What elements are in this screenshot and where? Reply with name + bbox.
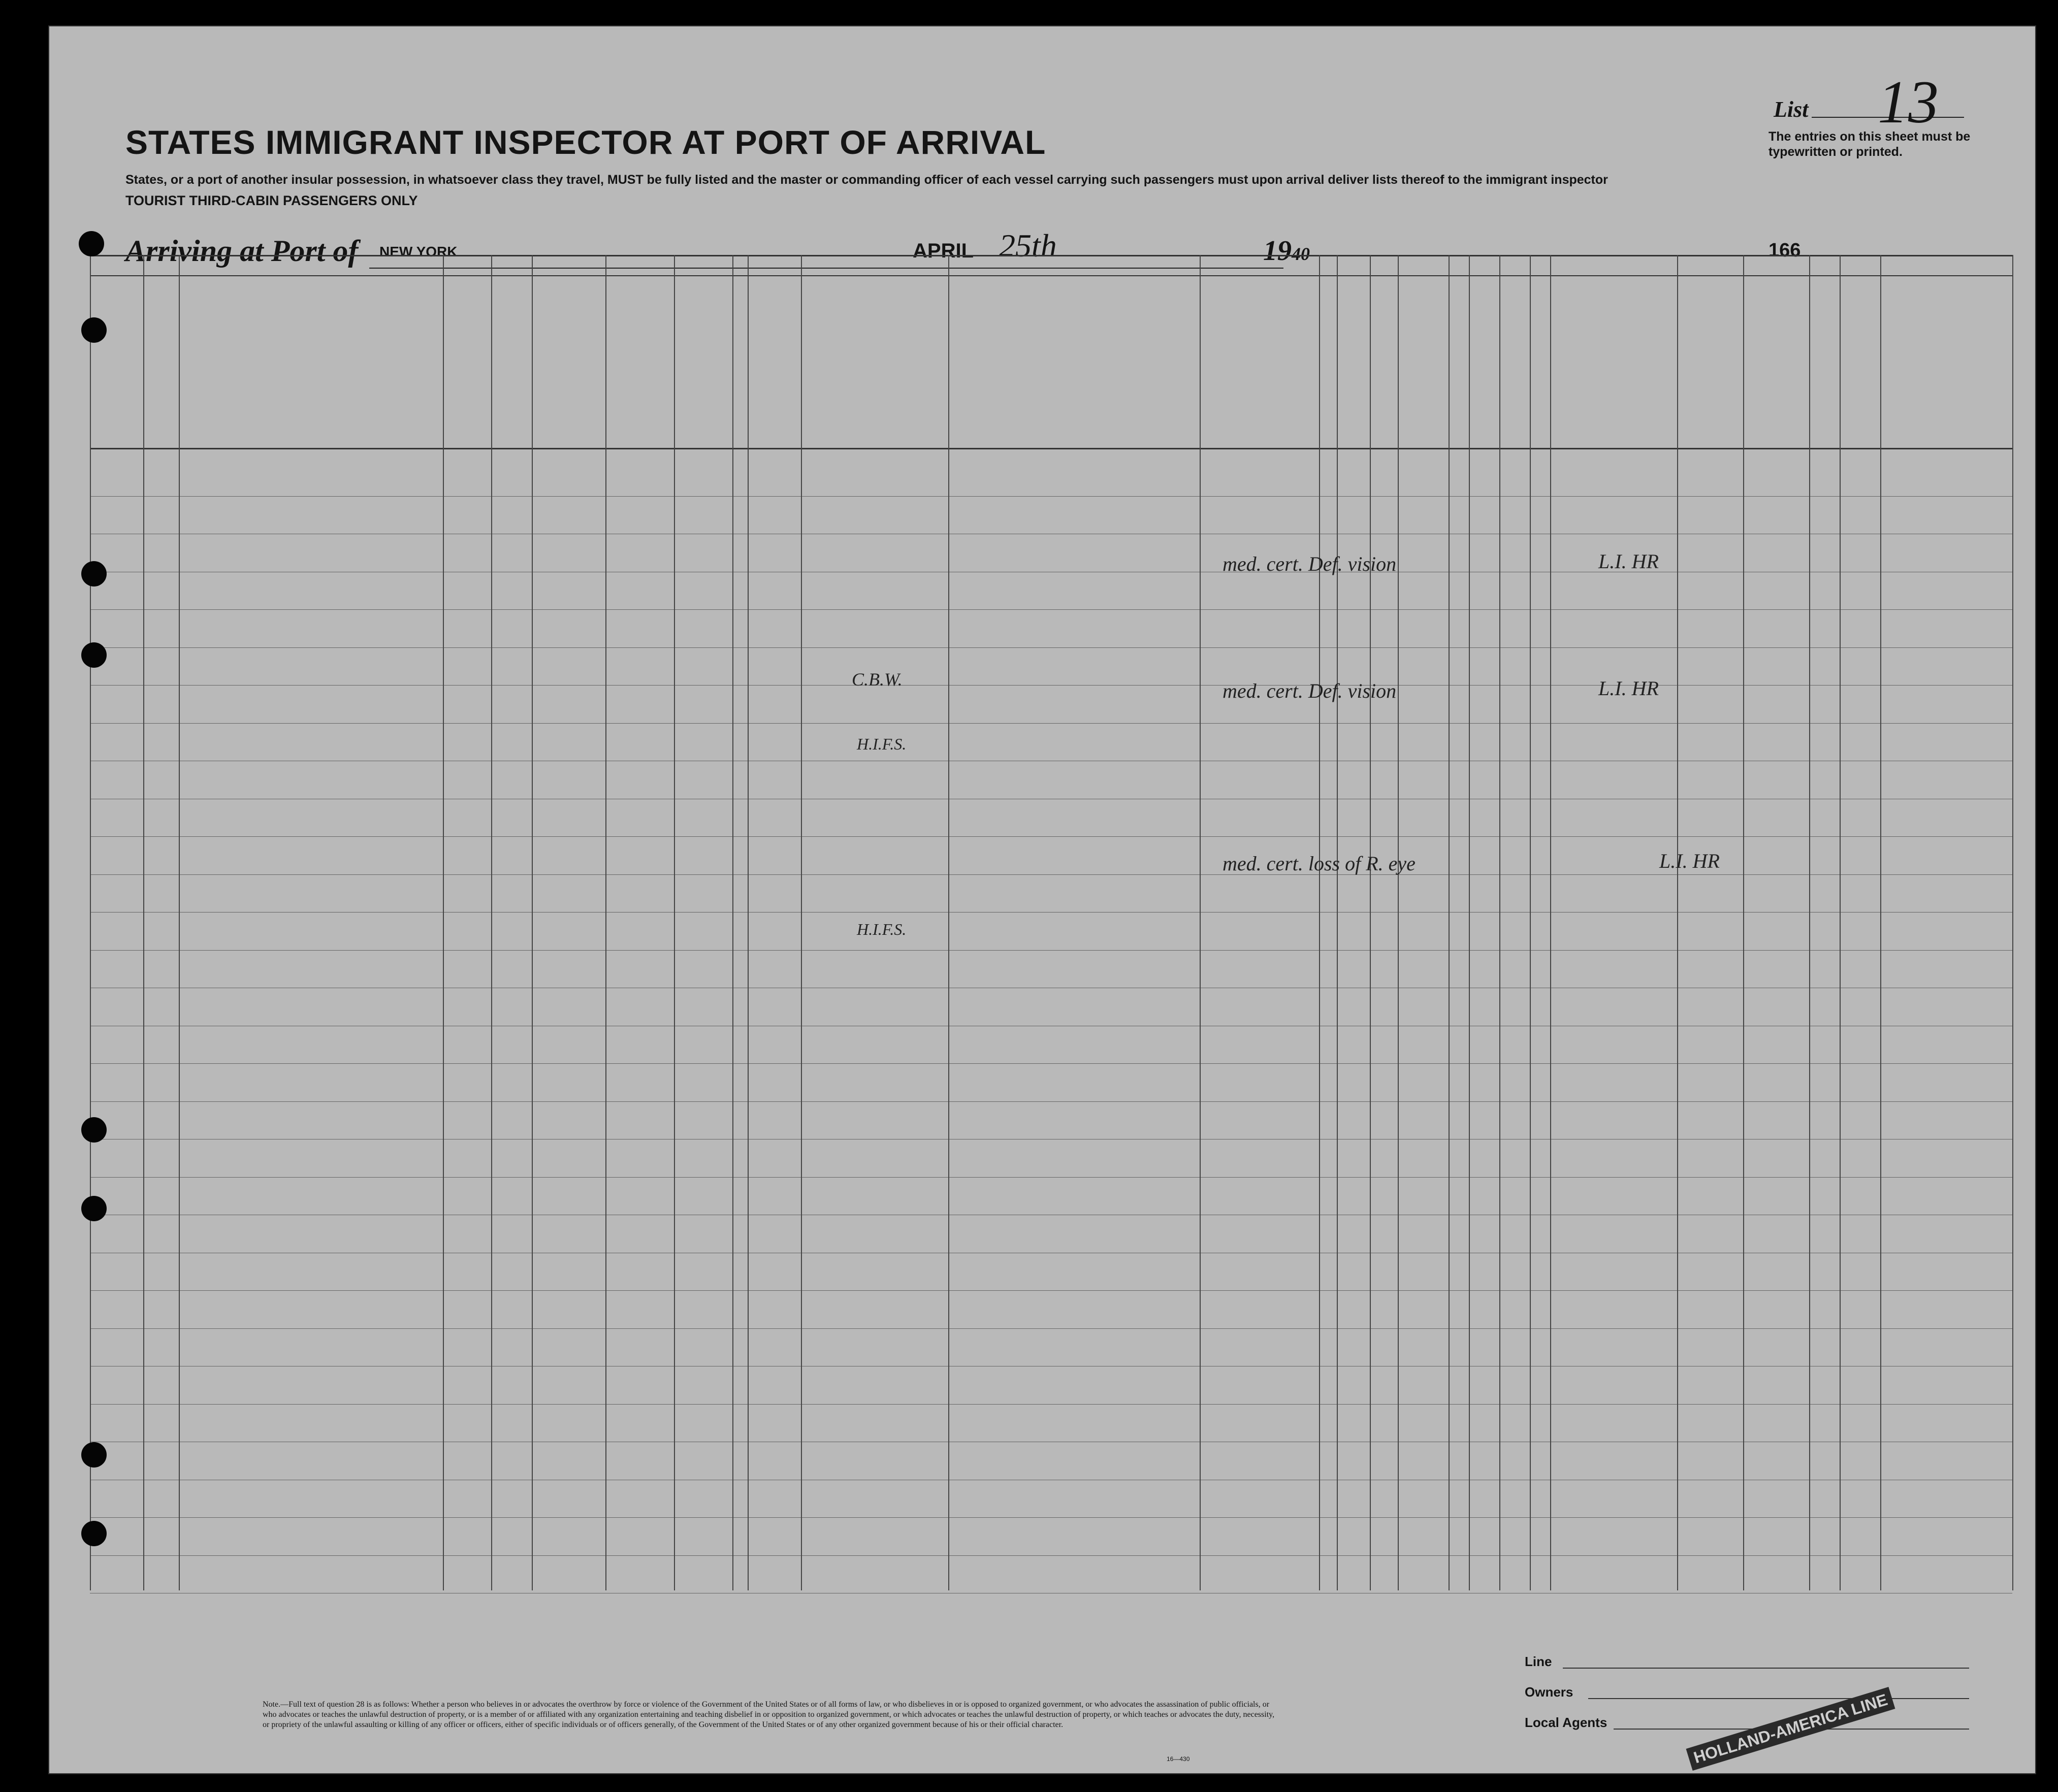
handwritten-annotation: med. cert. Def. vision	[1223, 679, 1397, 702]
year-suffix: 40	[1292, 244, 1310, 264]
punch-hole	[81, 1442, 107, 1468]
handwritten-annotation: med. cert. Def. vision	[1223, 552, 1397, 575]
punch-hole	[81, 642, 107, 668]
handwritten-annotation: H.I.F.S.	[857, 920, 907, 938]
column-rule	[1469, 255, 1470, 1590]
line-underline	[1563, 1668, 1969, 1669]
row-rule	[90, 1517, 2012, 1518]
column-rule	[732, 255, 733, 1590]
column-rule	[443, 255, 444, 1590]
column-rule	[1530, 255, 1531, 1590]
typewritten-note: The entries on this sheet must be typewritten or printed.	[1768, 129, 1971, 159]
column-rule	[1809, 255, 1810, 1590]
column-rule	[143, 255, 144, 1590]
local-agents-label: Local Agents	[1525, 1715, 1607, 1730]
row-rule	[90, 647, 2012, 648]
arriving-label: Arriving at Port of	[125, 234, 359, 268]
shipping-line-stamp: HOLLAND-AMERICA LINE	[1686, 1687, 1895, 1771]
punch-hole	[81, 317, 107, 343]
punch-hole	[81, 1117, 107, 1143]
column-rule	[1499, 255, 1500, 1590]
row-rule	[90, 1555, 2012, 1556]
port-underline	[369, 268, 928, 269]
row-rule	[90, 609, 2012, 610]
column-rule	[532, 255, 533, 1590]
column-rule	[605, 255, 606, 1590]
arrival-month: APRIL	[913, 240, 974, 262]
row-rule	[90, 496, 2012, 497]
line-label: Line	[1525, 1654, 1552, 1669]
page-title: STATES IMMIGRANT INSPECTOR AT PORT OF ARRIVAL	[125, 123, 1046, 161]
header-rule	[90, 255, 2012, 256]
row-rule	[90, 1290, 2012, 1291]
header-rule	[90, 275, 2012, 276]
date-underline	[913, 268, 1283, 269]
column-rule	[1880, 255, 1881, 1590]
footnote-question-28: Note.—Full text of question 28 is as follows: Whether a person who believes in or advocates the overthrow by force or violence of the Government of the United States or of all forms of law, or who disbelieves in or is opposed to organized government, or who advocates the assassination of public officials, or who advocates or teaches the unlawful destruction of property, or is a member of or affiliated with any organization entertaining and teaching disbelief in or opposition to organized government, or which advocates or teaches the unlawful destruction of property, or which teaches or advocates the duty, necessity, or propriety of the unlawful assaulting or killing of any officer or officers, either of specific individuals or of officers generally, of the Government of the United States or of any other organized government because of his or their official character.	[263, 1700, 1275, 1729]
column-rule	[2012, 255, 2013, 1590]
punch-hole	[81, 1521, 107, 1546]
column-rule	[948, 255, 949, 1590]
column-rule	[491, 255, 492, 1590]
handwritten-annotation: L.I. HR	[1598, 677, 1659, 700]
punch-hole	[81, 1196, 107, 1221]
form-code: 16—430	[1167, 1755, 1190, 1763]
column-rule	[1337, 255, 1338, 1590]
manifest-sheet	[48, 25, 2036, 1774]
row-rule	[90, 874, 2012, 875]
column-rule	[1449, 255, 1450, 1590]
column-rule	[1840, 255, 1841, 1590]
handwritten-annotation: L.I. HR	[1598, 550, 1659, 573]
list-label: List	[1774, 97, 1809, 122]
owners-underline	[1588, 1698, 1969, 1699]
handwritten-annotation: C.B.W.	[852, 669, 903, 690]
handwritten-annotation: H.I.F.S.	[857, 735, 907, 753]
arrival-day: 25th	[999, 227, 1057, 264]
column-rule	[1398, 255, 1399, 1590]
column-rule	[674, 255, 675, 1590]
column-rule	[1550, 255, 1551, 1590]
page-number: 166	[1768, 240, 1801, 261]
column-rule	[1200, 255, 1201, 1590]
owners-label: Owners	[1525, 1684, 1573, 1700]
column-rule	[1319, 255, 1320, 1590]
row-rule	[90, 1101, 2012, 1102]
list-number: 13	[1878, 68, 1939, 136]
row-rule	[90, 1404, 2012, 1405]
column-rule	[1743, 255, 1744, 1590]
row-rule	[90, 836, 2012, 837]
column-rule	[90, 255, 91, 1590]
row-rule	[90, 950, 2012, 951]
arrival-year	[1263, 235, 1310, 267]
row-rule	[90, 1177, 2012, 1178]
handwritten-annotation: L.I. HR	[1659, 850, 1720, 872]
header-rule	[90, 448, 2012, 449]
column-rule	[801, 255, 802, 1590]
column-rule	[179, 255, 180, 1590]
row-rule	[90, 1328, 2012, 1329]
row-rule	[90, 723, 2012, 724]
instruction-line: States, or a port of another insular possession, in whatsoever class they travel, MUST be fully listed and the master or commanding officer of each vessel carrying such passengers must upon arrival deliver lists thereof to the immigrant inspector	[125, 173, 1608, 187]
port-name: NEW YORK	[379, 244, 458, 259]
column-rule	[1370, 255, 1371, 1590]
punch-hole	[81, 561, 107, 587]
year-prefix: 19	[1263, 235, 1292, 267]
handwritten-annotation: med. cert. loss of R. eye	[1223, 852, 1416, 875]
passenger-class-line: TOURIST THIRD-CABIN PASSENGERS ONLY	[125, 193, 418, 208]
row-rule	[90, 685, 2012, 686]
punch-hole	[79, 231, 104, 256]
row-rule	[90, 1063, 2012, 1064]
column-rule	[748, 255, 749, 1590]
row-rule	[90, 912, 2012, 913]
column-rule	[1677, 255, 1678, 1590]
